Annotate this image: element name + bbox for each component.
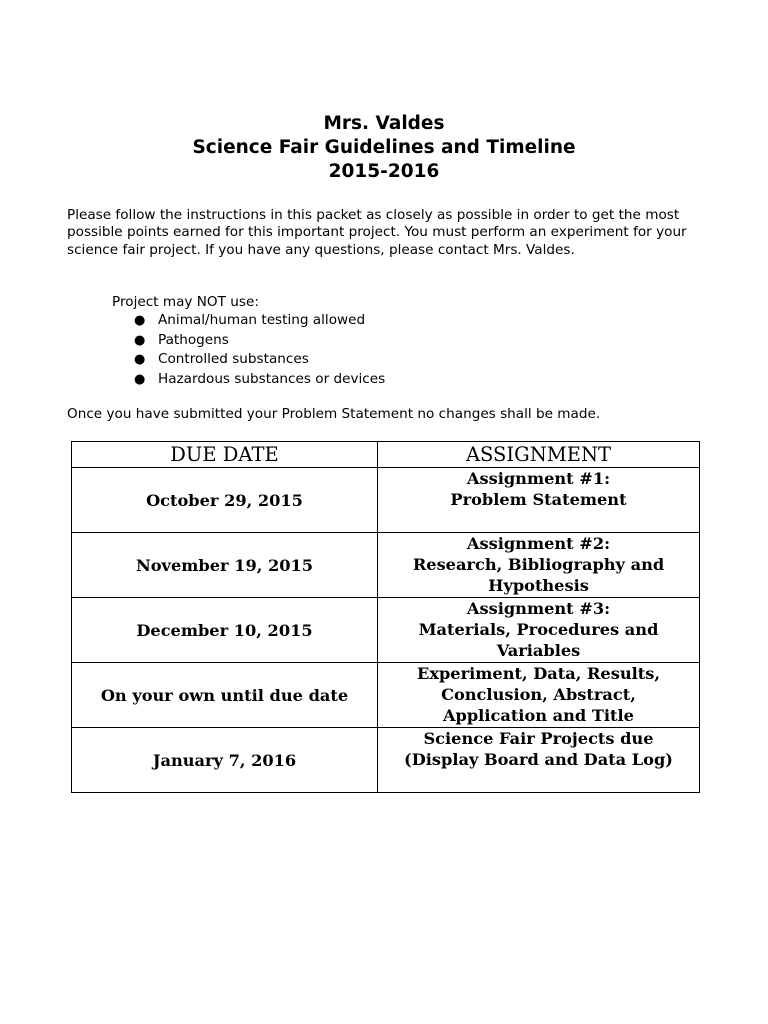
teacher-name: Mrs. Valdes [323,113,445,134]
school-year: 2015-2016 [328,161,440,182]
assignment-line: Assignment #1: [466,469,611,488]
assignment-line: Science Fair Projects due [423,729,654,748]
bullet-icon: ● [134,332,146,348]
assignment-line: Problem Statement [450,490,627,509]
due-date-cell: December 10, 2015 [72,598,378,663]
assignment-header: ASSIGNMENT [378,442,700,468]
restriction-item [112,311,672,331]
table-row [72,663,700,728]
document-title [0,112,768,184]
restriction-text: Hazardous substances or devices [158,370,386,387]
restriction-text: Controlled substances [158,351,309,367]
table-header-row [72,442,700,468]
due-date-cell: October 29, 2015 [72,468,378,533]
problem-statement-note: Once you have submitted your Problem Statement no changes shall be made. [67,406,601,422]
assignment-line: Assignment #3: [466,599,611,618]
restrictions-list [112,311,672,389]
assignment-line: Experiment, Data, Results, [416,664,660,683]
assignment-line: Materials, Procedures and [418,620,659,639]
assignment-cell [378,468,700,533]
assignment-line: Variables [496,641,581,660]
assignment-cell [378,598,700,663]
bullet-icon: ● [134,352,146,367]
assignment-line: Application and Title [442,706,634,725]
table-row [72,728,700,793]
assignment-line: Research, Bibliography and [412,555,665,574]
restrictions-section [112,293,672,389]
due-date-cell: On your own until due date [72,663,378,728]
assignment-line: Conclusion, Abstract, [441,685,636,704]
assignment-line: Assignment #2: [466,534,611,553]
bullet-icon: ● [134,371,146,387]
bullet-icon: ● [134,313,146,328]
table-row [72,598,700,663]
due-date-header: DUE DATE [72,442,378,468]
restrictions-heading: Project may NOT use: [112,294,259,310]
assignment-line: Hypothesis [488,576,589,595]
due-date-cell: November 19, 2015 [72,533,378,598]
table-row [72,468,700,533]
restriction-item [112,331,672,351]
assignment-cell [378,728,700,793]
restriction-item [112,350,672,370]
document-heading: Science Fair Guidelines and Timeline [192,137,576,158]
restriction-text: Animal/human testing allowed [158,312,366,328]
timeline-table [71,441,700,793]
restriction-text: Pathogens [158,331,229,348]
intro-paragraph: Please follow the instructions in this packet as closely as possible in order to get the most possible points earned for this important project. You must perform an experiment for your science fair project. If you have any questions, please contact Mrs. Valdes. [67,207,687,258]
assignment-cell [378,663,700,728]
due-date-cell: January 7, 2016 [72,728,378,793]
restriction-item [112,370,672,390]
assignment-line: (Display Board and Data Log) [404,750,673,769]
assignment-cell [378,533,700,598]
table-row [72,533,700,598]
